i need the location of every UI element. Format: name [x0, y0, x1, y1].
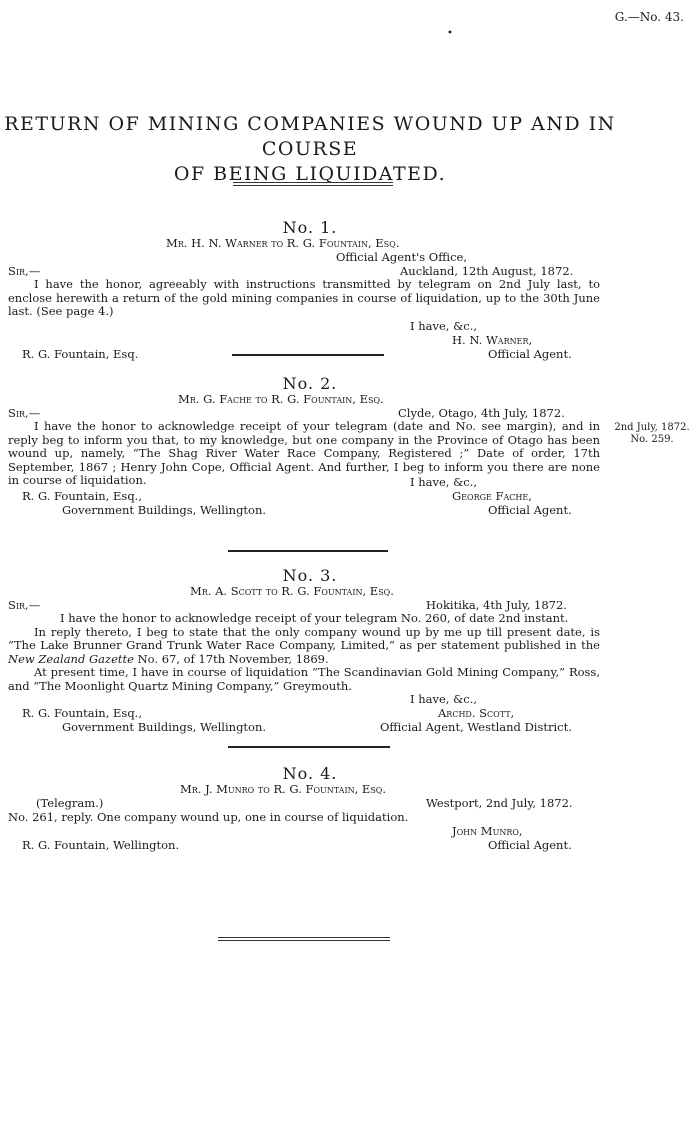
title-line-1: RETURN OF MINING COMPANIES WOUND UP AND IN COURSE: [4, 113, 616, 160]
letter-1-heading: No. 1.: [282, 218, 338, 237]
letter-3-heading: No. 3.: [282, 566, 338, 585]
letter-1-place-1: Official Agent's Office,: [336, 250, 467, 264]
document-title: [0, 112, 620, 187]
letter-2-paragraph: I have the honor to acknowledge receipt of your telegram (date and No. see margin), and in reply beg to inform you that, to my knowledge, but one company in the Province of Otago has been wound up, namely, “The Shag River Water Race Company, Registered ;” Date of order, 17th September, 1867 ; Henry John Cope, Official Agent. And further, I beg to inform you there are none in course of liquidation.: [8, 419, 600, 487]
letter-3-paragraph-2: [8, 626, 600, 667]
letter-1-from-to: Mr. H. N. Warner to R. G. Fountain, Esq.: [166, 236, 400, 250]
letter-4-signature-title: Official Agent.: [488, 838, 572, 852]
margin-note-number: No. 259.: [630, 434, 674, 445]
letter-3-place: Hokitika, 4th July, 1872.: [426, 598, 567, 612]
letter-4-heading: No. 4.: [282, 764, 338, 783]
letter-2-heading: No. 2.: [282, 374, 338, 393]
letter-3-signature-title: Official Agent, Westland District.: [380, 720, 572, 734]
letter-1-signature: H. N. Warner,: [452, 333, 533, 347]
letter-3-body: [8, 612, 600, 693]
letter-3-paragraph-1: I have the honor to acknowledge receipt of your telegram No. 260, of date 2nd instant.: [60, 611, 569, 625]
letter-3-closing: I have, &c.,: [410, 692, 478, 706]
letter-3-signature: Archd. Scott,: [438, 706, 515, 720]
letter-2-place: Clyde, Otago, 4th July, 1872.: [398, 406, 565, 420]
letter-1-place-2: Auckland, 12th August, 1872.: [400, 264, 574, 278]
letter-2-signature: George Fache,: [452, 489, 532, 503]
letter-2-salutation: Sir,—: [8, 406, 41, 420]
letter-2-body: [8, 420, 600, 488]
letter-3-p2-text: In reply thereto, I beg to state that the only company wound up by me up till present date, is “The Lake Brunner Grand Trunk Water Race Company, Limited,” as per statement published in the: [8, 624, 600, 652]
letter-1-paragraph: I have the honor, agreeably with instructions transmitted by telegram on 2nd July last, to enclose herewith a return of the gold mining companies in course of liquidation, up to the 30th June last. (See page 4.): [8, 277, 600, 318]
letter-3-addressee-address: Government Buildings, Wellington.: [62, 720, 267, 734]
letter-1-salutation: Sir,—: [8, 264, 41, 278]
letter-4-addressee: R. G. Fountain, Wellington.: [22, 838, 180, 852]
letter-1-body: [8, 278, 600, 319]
end-divider: [218, 937, 390, 938]
letter-1-signature-title: Official Agent.: [488, 347, 572, 361]
title-divider: [233, 182, 393, 183]
letter-3-from-to: Mr. A. Scott to R. G. Fountain, Esq.: [190, 584, 394, 598]
letter-3-addressee: R. G. Fountain, Esq.,: [22, 706, 142, 720]
margin-note-date: 2nd July, 1872.: [614, 422, 690, 433]
letter-4-signature: John Munro,: [452, 824, 523, 838]
letter-2-closing: I have, &c.,: [410, 475, 478, 489]
letter-2-signature-title: Official Agent.: [488, 503, 572, 517]
letter-4-place: Westport, 2nd July, 1872.: [426, 796, 573, 810]
letter-3-salutation: Sir,—: [8, 598, 41, 612]
letter-divider: [232, 354, 384, 356]
gazette-title: New Zealand Gazette: [8, 651, 134, 666]
letter-2-from-to: Mr. G. Fache to R. G. Fountain, Esq.: [178, 392, 384, 406]
letter-divider: [228, 746, 390, 748]
ink-dot: •: [447, 28, 453, 39]
letter-1-addressee: R. G. Fountain, Esq.: [22, 347, 139, 361]
letter-2-addressee-address: Government Buildings, Wellington.: [62, 503, 267, 517]
letter-2-margin-note: [606, 422, 698, 446]
letter-divider: [228, 550, 388, 552]
letter-3-p2-text-end: No. 67, of 17th November, 1869.: [133, 651, 329, 666]
letter-3-paragraph-3: At present time, I have in course of liquidation “The Scandinavian Gold Mining Company,” Ross, and “The Moonlight Quartz Mining Company,” Greymouth.: [8, 665, 600, 693]
title-line-2: OF BEING LIQUIDATED.: [173, 163, 447, 185]
page-reference: G.—No. 43.: [614, 10, 684, 24]
letter-4-from-to: Mr. J. Munro to R. G. Fountain, Esq.: [180, 782, 387, 796]
letter-4-body: No. 261, reply. One company wound up, one in course of liquidation.: [8, 810, 409, 824]
letter-1-closing: I have, &c.,: [410, 319, 478, 333]
letter-2-addressee: R. G. Fountain, Esq.,: [22, 489, 142, 503]
letter-4-telegram-label: (Telegram.): [36, 796, 104, 810]
